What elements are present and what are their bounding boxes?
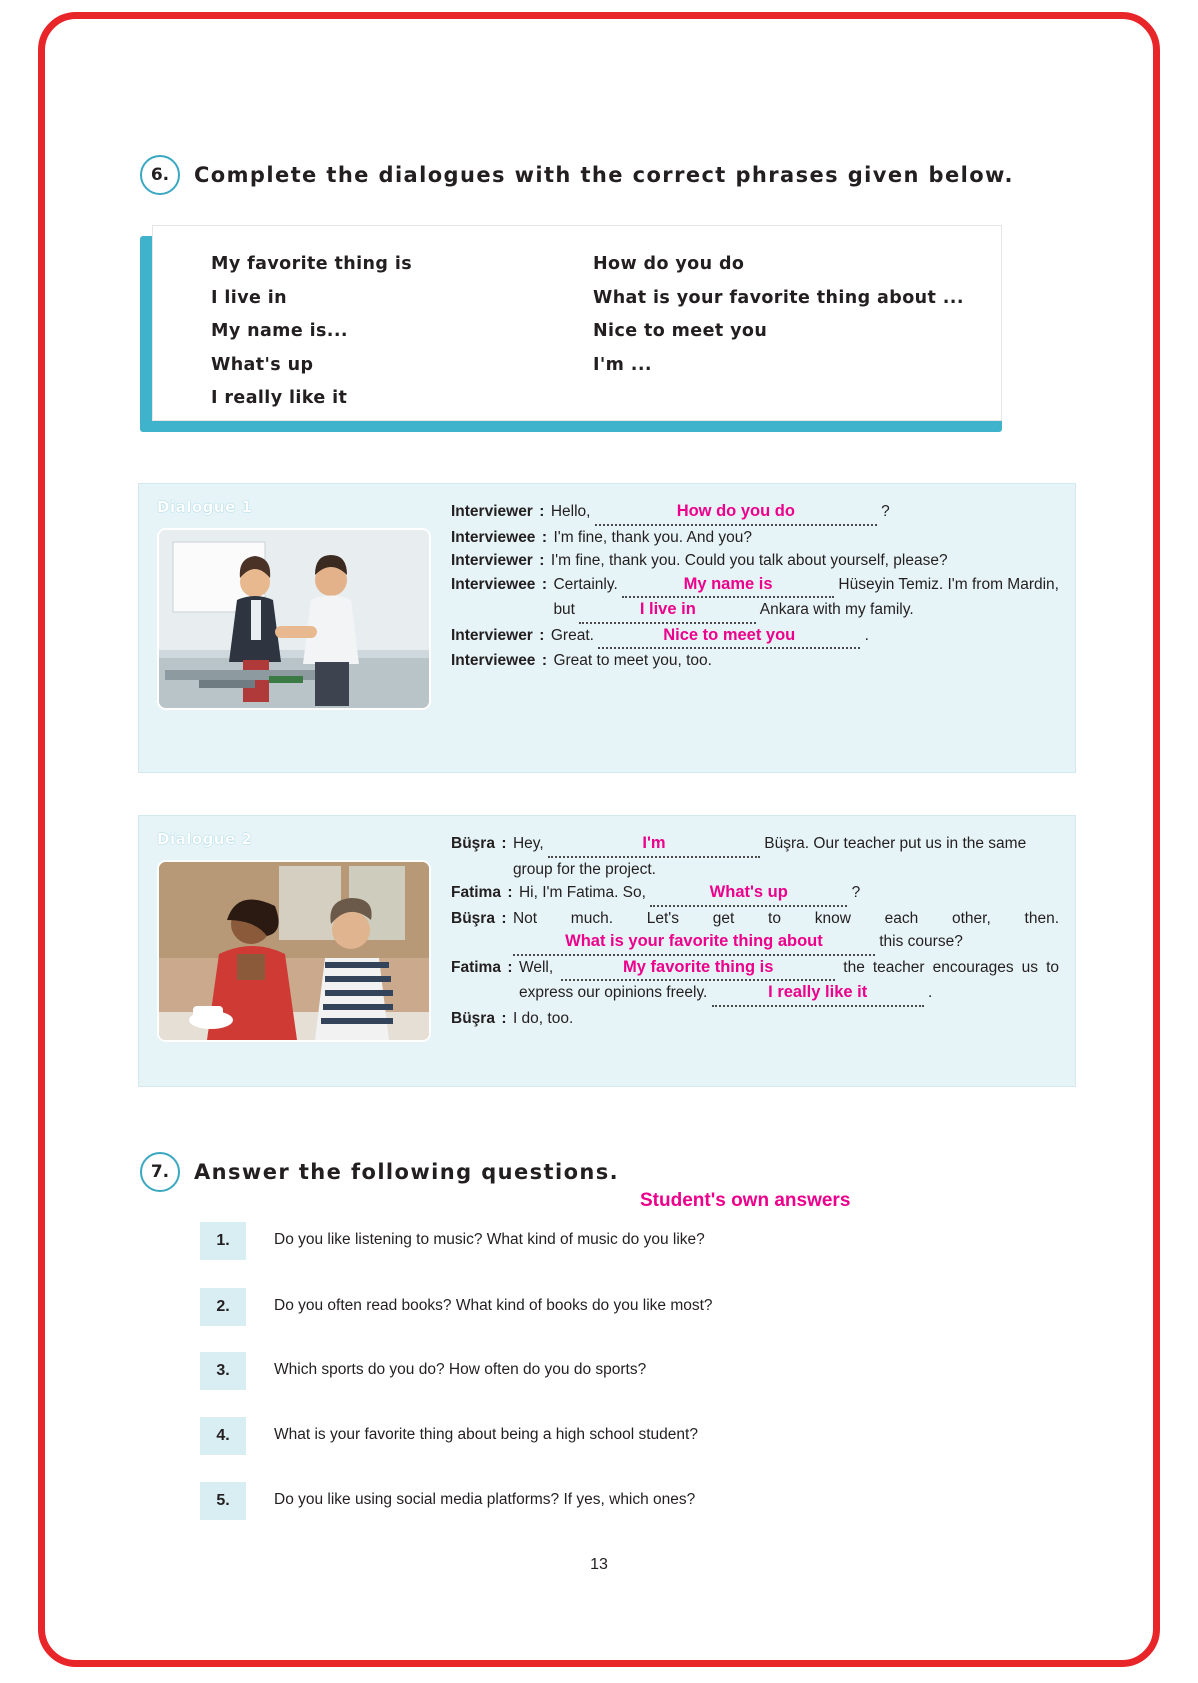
question-item [200, 1288, 713, 1326]
dialogue-2-lines [451, 832, 1059, 1030]
line-text-after: Hüseyin Temiz. I'm from Mardin, but [553, 575, 1059, 618]
dialogue-line: Büşra : I do, too. [451, 1007, 1059, 1031]
speaker-label: Interviewee [451, 528, 536, 546]
line-text: Great. [550, 626, 594, 644]
exercise-7-title: Answer the following questions. [194, 1160, 620, 1184]
page-number: 13 [590, 1556, 608, 1573]
question-item [200, 1482, 695, 1520]
exercise-7-number: 7. [140, 1152, 180, 1192]
line-text: Hello, [550, 503, 591, 520]
dialogue-line: Fatima : Well, My favorite thing is the teacher encourages us to express our opinions freely. I really like it . [451, 956, 1059, 1007]
dialogue-line: Büşra : Hey, I'm Büşra. Our teacher put us in the same group for the project. [451, 832, 1059, 881]
word-bank-item: My favorite thing is [211, 254, 413, 274]
speaker-label: Fatima [451, 958, 501, 976]
line-text: Hi, I'm Fatima. So, [518, 884, 646, 901]
dialogue-2-box [138, 815, 1076, 1087]
line-text-after: the teacher encourages us to express our opinions freely. [518, 958, 1060, 1001]
dialogue-line: Interviewer : Great. Nice to meet you . [451, 624, 1059, 650]
question-number: 3. [200, 1352, 246, 1390]
question-number: 2. [200, 1288, 246, 1326]
dialogue-line: Büşra : Not much. Let's get to know each other, then. What is your favorite thing about this course? [451, 907, 1059, 956]
question-text: What is your favorite thing about being a high school student? [274, 1426, 698, 1443]
speaker-label: Interviewer [451, 503, 533, 520]
answer-blank[interactable]: How do you do [595, 500, 877, 526]
exercise-6-header [140, 155, 1014, 195]
line-text-after: . [864, 626, 869, 644]
line-text-after2: Ankara with my family. [759, 601, 914, 618]
word-bank-item: I'm ... [593, 354, 652, 375]
speaker-label: Interviewee [451, 652, 536, 669]
speaker-label: Interviewer [451, 552, 533, 569]
students-own-answers-note: Student's own answers [640, 1190, 851, 1211]
line-text: Not much. Let's get to know each other, then. [512, 909, 1059, 927]
dialogue-line: Interviewer : I'm fine, thank you. Could you talk about yourself, please? [451, 549, 1059, 573]
question-text: Do you like using social media platforms? If yes, which ones? [274, 1491, 696, 1508]
answer-blank[interactable]: My favorite thing is [561, 956, 835, 982]
question-item [200, 1222, 705, 1260]
word-bank-item: What's up [211, 354, 314, 375]
word-bank-item: How do you do [593, 254, 745, 274]
speaker-label: Fatima [451, 884, 501, 901]
dialogue-line: Fatima : Hi, I'm Fatima. So, What's up ? [451, 881, 1059, 907]
answer-blank[interactable]: I live in [579, 598, 756, 624]
word-bank [152, 225, 1002, 421]
dialogue-line: Interviewer : Hello, How do you do ? [451, 500, 1059, 526]
line-text: Great to meet you, too. [553, 652, 712, 669]
line-text-after: Büşra. Our teacher put us in the same group for the project. [512, 835, 1027, 878]
question-number: 5. [200, 1482, 246, 1520]
word-bank-right-column [593, 248, 964, 382]
dialogue-2-tag: Dialogue 2 [157, 830, 253, 848]
question-text: Do you like listening to music? What kind of music do you like? [274, 1231, 705, 1248]
answer-blank[interactable]: Nice to meet you [598, 624, 860, 650]
answer-blank[interactable]: I'm [548, 832, 760, 858]
exercise-6-title: Complete the dialogues with the correct phrases given below. [194, 163, 1014, 187]
word-bank-item: I live in [211, 287, 288, 308]
line-text-after: this course? [879, 933, 963, 950]
line-text: Well, [518, 958, 554, 976]
dialogue-1-photo [157, 528, 431, 710]
speaker-label: Büşra [451, 835, 495, 852]
line-text-after: ? [881, 503, 890, 520]
word-bank-item: What is your favorite thing about ... [593, 287, 964, 308]
dialogue-1-lines [451, 500, 1059, 673]
speaker-label: Interviewer [451, 626, 533, 644]
line-text: I'm fine, thank you. Could you talk about yourself, please? [550, 552, 948, 569]
line-text: I'm fine, thank you. And you? [553, 528, 752, 546]
question-number: 4. [200, 1417, 246, 1455]
dialogue-1-tag: Dialogue 1 [157, 498, 253, 516]
question-number: 1. [200, 1222, 246, 1260]
question-item [200, 1417, 698, 1455]
question-text: Do you often read books? What kind of books do you like most? [274, 1297, 713, 1314]
word-bank-item: I really like it [211, 388, 348, 408]
line-text: Certainly. [553, 575, 618, 593]
dialogue-2-photo [157, 860, 431, 1042]
line-text-after: ? [851, 884, 861, 901]
speaker-label: Interviewee [451, 575, 536, 593]
answer-blank[interactable]: My name is [622, 573, 834, 599]
answer-blank[interactable]: What's up [650, 881, 847, 907]
question-item [200, 1352, 646, 1390]
question-text: Which sports do you do? How often do you do sports? [274, 1361, 647, 1378]
dialogue-1-box [138, 483, 1076, 773]
speaker-label: Büşra [451, 1009, 495, 1027]
answer-blank[interactable]: What is your favorite thing about [513, 930, 875, 956]
line-text: Hey, [512, 835, 544, 852]
word-bank-item: Nice to meet you [593, 321, 768, 341]
line-text-after2: . [928, 984, 933, 1001]
dialogue-line: Interviewee : I'm fine, thank you. And you? [451, 526, 1059, 550]
dialogue-line: Interviewee : Great to meet you, too. [451, 649, 1059, 673]
dialogue-line: Interviewee : Certainly. My name is Hüseyin Temiz. I'm from Mardin, but I live in Ankara with my family. [451, 573, 1059, 624]
exercise-7-header [140, 1152, 619, 1192]
exercise-6-number: 6. [140, 155, 180, 195]
word-bank-left-column [211, 248, 412, 416]
line-text: I do, too. [512, 1009, 574, 1027]
word-bank-item: My name is... [211, 321, 348, 341]
speaker-label: Büşra [451, 909, 495, 927]
answer-blank[interactable]: I really like it [712, 981, 924, 1007]
